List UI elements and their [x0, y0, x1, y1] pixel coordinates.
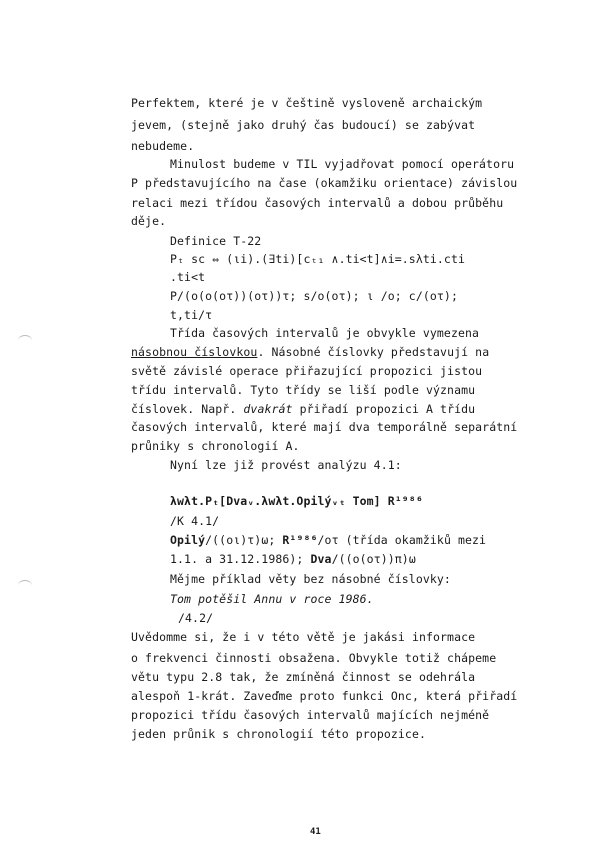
text-line: Nyní lze již provést analýzu 4.1: — [170, 458, 402, 472]
formula-analysis: λwλt.Pₜ[Dvaᵥ.λwλt.Opilýᵥₜ Tom] R¹⁹⁸⁶ — [170, 494, 423, 508]
page-number: 41 — [310, 827, 321, 837]
text-line: propozici třídu časových intervalů majících nejméně — [131, 708, 490, 722]
text-line: větu typu 2.8 tak, že zmíněná činnost se odehrála — [131, 670, 476, 684]
text-span: /((oι)τ)ω; — [205, 533, 283, 547]
text-line: nebudeme. — [131, 139, 195, 153]
underlined-term: násobnou číslovkou — [131, 345, 258, 359]
text-line: P představujícího na čase (okamžiku orientace) závislou — [131, 176, 518, 190]
text-line: světě závislé operace přiřazující propozici jistou — [131, 364, 483, 378]
text-span: 1.1. a 31.12.1986); — [170, 552, 311, 566]
type-line: t,ti/τ — [170, 308, 213, 322]
text-line: relaci mezi třídou časových intervalů a dobou průběhu — [131, 196, 504, 210]
type-line — [170, 552, 416, 566]
formula-line: Pₜ sc ⇔ (ιi).(∃ti)[cₜ₁ ∧.ti<t]∧i=.sλti.cti — [170, 252, 465, 266]
text-span: /oτ (třída okamžiků mezi — [317, 533, 487, 547]
text-line — [131, 402, 475, 416]
text-line: Uvědomme si, že i v této větě je jakási informace — [131, 630, 476, 644]
text-line: Minulost budeme v TIL vyjadřovat pomocí operátoru — [170, 157, 515, 171]
definition-heading: Definice T-22 — [170, 234, 262, 248]
text-line: o frekvenci činnosti obsažena. Obvykle totiž chápeme — [131, 651, 497, 665]
text-line: průniky s chronologií A. — [131, 439, 300, 453]
text-span: /((o(oτ))π)ω — [331, 552, 416, 566]
punch-mark-upper — [18, 335, 32, 346]
text-line: časových intervalů, které mají dva temporálně separátní — [131, 420, 518, 434]
type-line — [170, 533, 486, 547]
text-line — [131, 345, 489, 359]
formula-label: /K 4.1/ — [170, 514, 220, 528]
bold-term: Dva — [310, 552, 332, 566]
text-span: přiřadí propozici A třídu — [292, 402, 476, 416]
example-sentence: Tom potěšil Annu v roce 1986. — [170, 592, 374, 606]
punch-mark-lower — [18, 580, 32, 591]
text-line: jeden průnik s chronologií této propozice. — [131, 727, 426, 741]
bold-term: Opilý — [170, 533, 206, 547]
text-span: číslovek. Např. — [131, 402, 244, 416]
text-line: třídu intervalů. Tyto třídy se liší podle významu — [131, 383, 476, 397]
type-line: P/(o(o(oτ))(oτ))τ; s/o(oτ); ι /o; c/(oτ); — [170, 289, 458, 303]
text-line: jevem, (stejně jako druhý čas budoucí) se zabývat — [131, 118, 476, 132]
text-line: Třída časových intervalů je obvykle vymezena — [170, 326, 480, 340]
text-line: děje. — [131, 214, 167, 228]
text-span: . Násobné číslovky představují na — [257, 345, 490, 359]
text-line: Perfektem, které je v češtině vysloveně archaickým — [131, 96, 483, 110]
text-line: alespoň 1-krát. Zaveďme proto funkci Onc, která přiřadí — [131, 689, 518, 703]
italic-term: dvakrát — [243, 402, 293, 416]
formula-label: /4.2/ — [178, 611, 214, 625]
bold-term: R¹⁹⁸⁶ — [282, 533, 318, 547]
text-line: Mějme příklad věty bez násobné číslovky: — [170, 572, 451, 586]
formula-line: .ti<t — [170, 270, 206, 284]
